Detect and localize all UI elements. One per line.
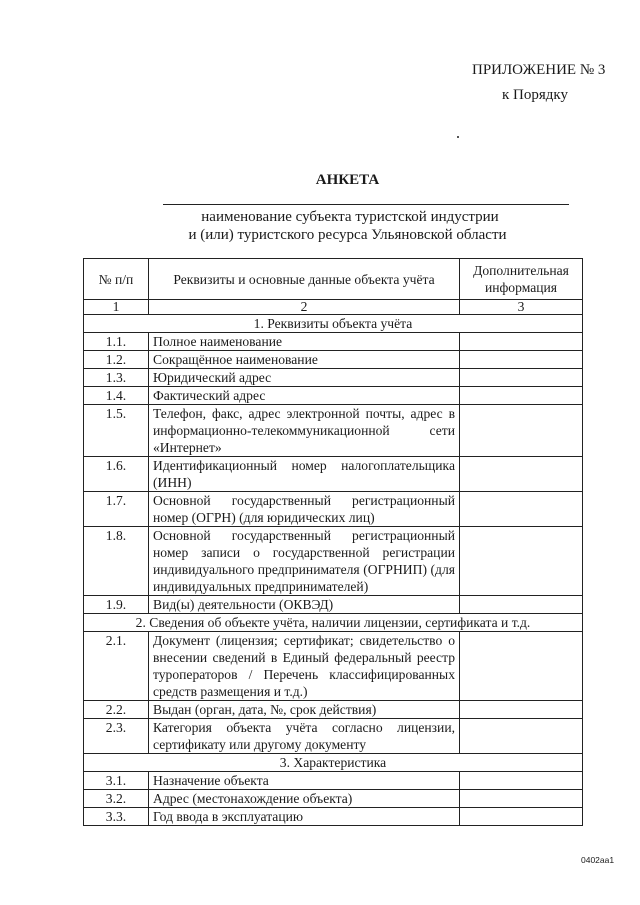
row-label: Основной государственный регистрационный номер (ОГРН) (для юридических лиц) [149, 492, 460, 527]
answer-cell[interactable] [460, 405, 583, 457]
header-details: Реквизиты и основные данные объекта учёта [149, 259, 460, 300]
row-number: 3.2. [84, 790, 149, 808]
row-label: Выдан (орган, дата, №, срок действия) [149, 701, 460, 719]
fill-in-line [163, 204, 569, 205]
row-label: Адрес (местонахождение объекта) [149, 790, 460, 808]
table-row [84, 457, 583, 492]
row-number: 1.9. [84, 596, 149, 614]
subtitle-line-1: наименование субъекта туристской индустрии [201, 209, 499, 225]
table-row [84, 387, 583, 405]
table-row [84, 701, 583, 719]
table-row [84, 369, 583, 387]
column-number: 3 [460, 300, 583, 315]
table-row [84, 790, 583, 808]
row-number: 1.5. [84, 405, 149, 457]
answer-cell[interactable] [460, 808, 583, 826]
section-row [84, 614, 583, 632]
answer-cell[interactable] [460, 790, 583, 808]
section-title: 2. Сведения об объекте учёта, наличии лицензии, сертификата и т.д. [84, 614, 583, 632]
column-number: 2 [149, 300, 460, 315]
answer-cell[interactable] [460, 527, 583, 596]
table-row [84, 492, 583, 527]
answer-cell[interactable] [460, 351, 583, 369]
row-number: 1.8. [84, 527, 149, 596]
table-row [84, 596, 583, 614]
table-row [84, 405, 583, 457]
row-number: 1.7. [84, 492, 149, 527]
section-row [84, 754, 583, 772]
answer-cell[interactable] [460, 632, 583, 701]
header-number: № п/п [84, 259, 149, 300]
row-label: Сокращённое наименование [149, 351, 460, 369]
row-number: 1.2. [84, 351, 149, 369]
row-label: Назначение объекта [149, 772, 460, 790]
appendix-heading: ПРИЛОЖЕНИЕ № 3 [472, 62, 606, 78]
row-label: Полное наименование [149, 333, 460, 351]
document-code: 0402аа1 [581, 855, 615, 865]
column-number: 1 [84, 300, 149, 315]
row-number: 1.4. [84, 387, 149, 405]
table-row [84, 719, 583, 754]
table-row [84, 333, 583, 351]
row-number: 3.3. [84, 808, 149, 826]
row-label: Телефон, факс, адрес электронной почты, адрес в информационно-телекоммуникационной сети «Интернет» [149, 405, 460, 457]
table-row [84, 772, 583, 790]
answer-cell[interactable] [460, 457, 583, 492]
column-numbers-row [84, 300, 583, 315]
row-label: Год ввода в эксплуатацию [149, 808, 460, 826]
answer-cell[interactable] [460, 719, 583, 754]
answer-cell[interactable] [460, 701, 583, 719]
row-label: Категория объекта учёта согласно лицензии, сертификату или другому документу [149, 719, 460, 754]
section-title: 3. Характеристика [84, 754, 583, 772]
answer-cell[interactable] [460, 387, 583, 405]
order-reference: к Порядку [502, 87, 568, 103]
questionnaire-table [83, 258, 583, 826]
answer-cell[interactable] [460, 492, 583, 527]
row-number: 1.6. [84, 457, 149, 492]
row-label: Вид(ы) деятельности (ОКВЭД) [149, 596, 460, 614]
subtitle-line-2: и (или) туристского ресурса Ульяновской области [188, 227, 507, 243]
section-row [84, 315, 583, 333]
section-title: 1. Реквизиты объекта учёта [84, 315, 583, 333]
table-row [84, 808, 583, 826]
row-number: 2.3. [84, 719, 149, 754]
row-label: Основной государственный регистрационный номер записи о государственной регистрации индивидуального предпринимателя (ОГРНИП) (для индивидуальных предпринимателей) [149, 527, 460, 596]
answer-cell[interactable] [460, 596, 583, 614]
table-row [84, 527, 583, 596]
table-row [84, 351, 583, 369]
row-number: 3.1. [84, 772, 149, 790]
answer-cell[interactable] [460, 369, 583, 387]
answer-cell[interactable] [460, 772, 583, 790]
table-header-row [84, 259, 583, 300]
row-label: Документ (лицензия; сертификат; свидетельство о внесении сведений в Единый федеральный реестр туроператоров / Перечень классифицированных средств размещения и т.д.) [149, 632, 460, 701]
form-title: АНКЕТА [315, 172, 380, 188]
row-label: Юридический адрес [149, 369, 460, 387]
row-label: Идентификационный номер налогоплательщика (ИНН) [149, 457, 460, 492]
row-number: 2.2. [84, 701, 149, 719]
table-row [84, 632, 583, 701]
row-number: 1.3. [84, 369, 149, 387]
scan-speck [457, 136, 459, 138]
row-number: 2.1. [84, 632, 149, 701]
row-number: 1.1. [84, 333, 149, 351]
answer-cell[interactable] [460, 333, 583, 351]
header-additional-info: Дополнительная информация [460, 259, 583, 300]
row-label: Фактический адрес [149, 387, 460, 405]
